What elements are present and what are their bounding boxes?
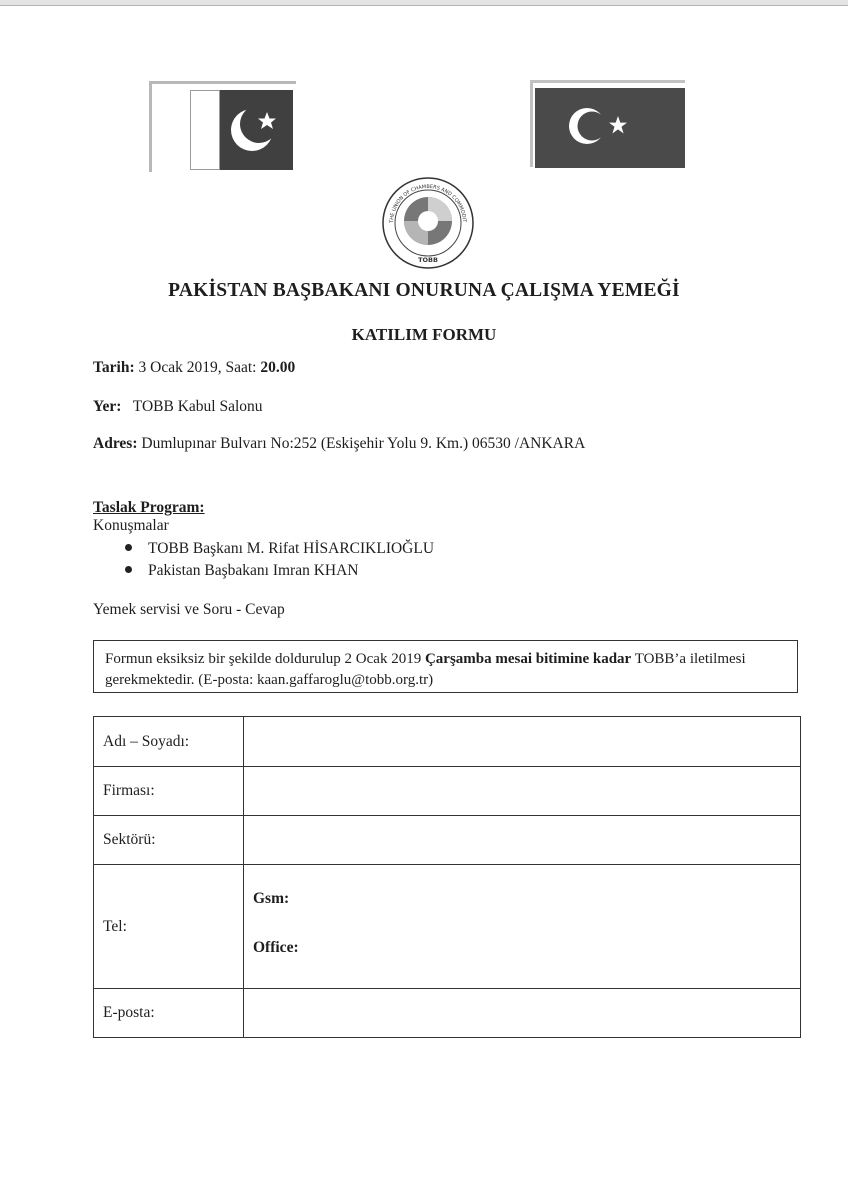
notice-box <box>93 640 798 693</box>
address-row <box>93 435 585 453</box>
email-label: E-posta: <box>94 989 244 1038</box>
notice-deadline: Çarşamba mesai bitimine kadar <box>424 651 632 667</box>
notice-text-end: TOBB’a iletilmesi gerekmektedir. (E-posta: kaan.gaffaroglu@tobb.org.tr) <box>105 651 746 688</box>
table-row <box>94 717 801 767</box>
gsm-label: Gsm: <box>253 889 290 907</box>
table-row <box>94 767 801 816</box>
venue-row <box>93 398 263 416</box>
time-value: 20.00 <box>260 359 296 376</box>
sector-label: Sektörü: <box>94 816 244 865</box>
speaker-list <box>125 540 434 584</box>
bullet-icon <box>125 544 132 551</box>
program-heading: Taslak Program: <box>93 499 205 516</box>
venue-value: TOBB Kabul Salonu <box>132 398 263 415</box>
notice-text: Formun eksiksiz bir şekilde doldurulup 2 Ocak 2019 <box>105 651 425 667</box>
table-row <box>94 989 801 1038</box>
program-subheading: Konuşmalar <box>93 517 169 534</box>
date-row <box>93 359 295 377</box>
tel-label: Tel: <box>94 865 244 989</box>
sector-field[interactable] <box>244 816 801 865</box>
table-row <box>94 816 801 865</box>
speaker-name: Pakistan Başbakanı Imran KHAN <box>148 562 359 579</box>
turkey-flag-icon <box>535 88 685 168</box>
svg-text:THE UNION OF CHAMBERS AND COMM: THE UNION OF CHAMBERS AND COMMODIT <box>388 183 468 224</box>
program-meal: Yemek servisi ve Soru - Cevap <box>93 601 285 618</box>
tel-field[interactable] <box>244 865 801 989</box>
form-title: KATILIM FORMU <box>351 325 497 344</box>
email-field[interactable] <box>244 989 801 1038</box>
table-row <box>94 865 801 989</box>
venue-label: Yer: <box>93 398 122 415</box>
page-title: PAKİSTAN BAŞBAKANI ONURUNA ÇALIŞMA YEMEĞİ <box>168 280 680 301</box>
date-label: Tarih: <box>93 359 135 376</box>
list-item <box>125 562 434 584</box>
office-label: Office: <box>253 938 299 956</box>
name-field[interactable] <box>244 717 801 767</box>
pakistan-flag-icon <box>190 90 293 170</box>
speaker-name: TOBB Başkanı M. Rifat HİSARCIKLIOĞLU <box>148 540 435 557</box>
scan-line <box>0 5 848 6</box>
company-label: Firması: <box>94 767 244 816</box>
date-value: 3 Ocak 2019, Saat: <box>138 359 257 376</box>
address-value: Dumlupınar Bulvarı No:252 (Eskişehir Yolu 9. Km.) 06530 /ANKARA <box>141 435 586 452</box>
registration-form-table <box>93 716 801 1038</box>
bullet-icon <box>125 566 132 573</box>
name-label: Adı – Soyadı: <box>94 717 244 767</box>
company-field[interactable] <box>244 767 801 816</box>
tobb-logo-icon <box>381 176 475 270</box>
svg-text:TOBB: TOBB <box>418 256 438 264</box>
list-item <box>125 540 434 562</box>
address-label: Adres: <box>93 435 138 452</box>
